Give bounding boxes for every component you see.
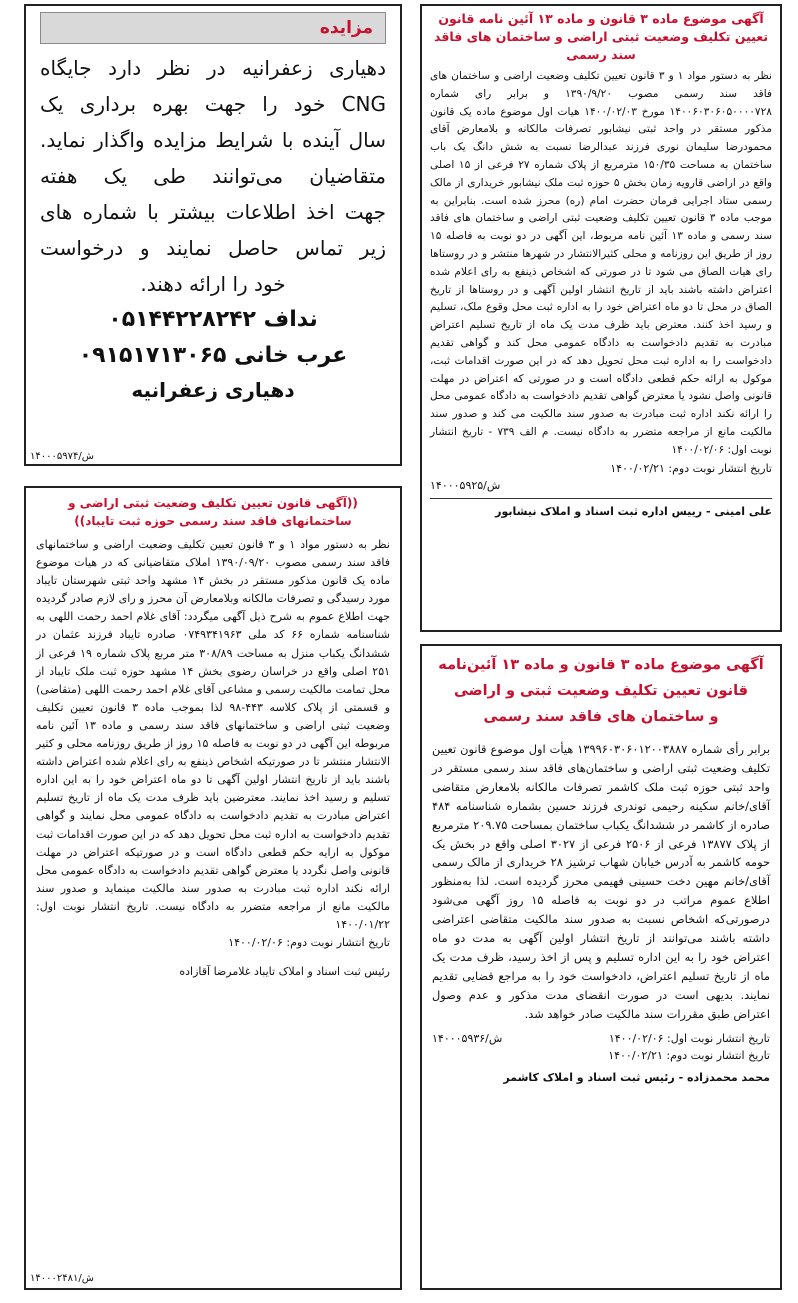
tayebad-body: نظر به دستور مواد ۱ و ۳ قانون تعیین تکلیف وضعیت اراضی و ساختمانهای فاقد سند رسمی مصوب ۱۳۹۰/۰۹/۲۰ املاک متقاضیانی که در هیات موضوع ماده یک قانون مذکور مستقر در بخش ۱۴ مشهد واحد ثبتی شهرستان تایباد مورد رسیدگی و تصرفات مالکانه وبلامعارض آن محرز و رای لازم صادر گردیده جهت اطلاع عموم به شرح ذیل آگهی میگردد: آقای غلام احمد رحمت اللهی به شناسنامه شماره ۶۶ کد ملی ۰۷۴۹۳۴۱۹۶۳ صادره تایباد فرزند عثمان در ششدانگ یکباب منزل به مساحت ۳۰۸/۸۹ متر مربع پلاک شماره ۱۹ فرعی از ۲۵۱ اصلی واقع در خراسان رضوی بخش ۱۴ مشهد حوزه ثبت ملک تایباد از محل تمامت مالکیت رسمی و مشاعی آقای غلام احمد رحمت اللهی (متقاضی) و قسمتی از پلاک کلاسه ۴۴۳-۹۸ لذا بموجب ماده ۳ قانون تعیین تکلیف وضعیت ثبتی اراضی و ساختمانهای فاقد سند رسمی و ماده ۱۳ آئین نامه مربوطه این آگهی در دو نوبت به فاصله ۱۵ روز از طریق روزنامه محلی و کثیر الانتشار منتشر تا در صورتیکه اشخاص ذینفع به رای اعلام شده اعتراض داشته باشند باید از تاریخ انتشار اولین آگهی تا دو ماه اعتراض خود را به این اداره تسلیم و رسید اخذ نمایند. معترضین باید ظرف مدت یک ماه از تاریخ تسلیم اعتراض مبادرت به تقدیم دادخواست به دادگاه عمومی محل نمایند و گواهی تقدیم دادخواست به اداره ثبت محل تحویل دهد که در این صورت اقدامات ثبت موکول به ارایه حکم قطعی دادگاه است و در صورتیکه اعتراض در مهلت قانونی واصل نگردد یا معترض گواهی تقدیم دادخواست به دادگاه عمومی محل ارائه نکند اداره ثبت مبادرت به صدور سند مالکیت مینماید و صدور سند مالکیت مانع از مراجعه متضرر به دادگاه نیست. تاریخ انتشار نوبت اول: ۱۴۰۰/۰۱/۲۲ [36,538,391,931]
auction-line: CNG خود را جهت بهره برداری یک [40,92,386,116]
auction-phone-1: نداف ۰۵۱۴۴۲۲۸۲۴۲ [108,307,318,332]
neyshabur-title: آگهی موضوع ماده ۳ قانون و ماده ۱۳ آئین نامه قانون تعیین تکلیف وضعیت ثبتی اراضی و ساختمان های فاقد سند رسمی [433,11,769,62]
auction-signature: دهیاری زعفرانیه [131,378,295,402]
neyshabur-signature: علی امینی - رییس اداره ثبت اسناد و املاک نیشابور [495,504,772,518]
auction-body [40,50,386,302]
neyshabur-code: ۱۴۰۰۰۵۹۲۵/ش [430,478,501,492]
kashmar-title [432,652,770,730]
auction-title-bar [40,12,386,44]
divider [430,498,772,499]
auction-line: دهیاری زعفرانیه در نظر دارد جایگاه [40,56,386,80]
tayebad-title: ((آگهی قانون تعیین تکلیف وضعیت ثبتی اراضی و ساختمانهای فاقد سند رسمی حوزه ثبت تایباد)) [68,496,358,528]
tayebad-code: ۱۴۰۰۰۲۴۸۱/ش [30,1273,94,1284]
kashmar-title-line: و ساختمان های فاقد سند رسمی [483,709,719,725]
auction-phone-2: عرب خانی ۰۹۱۵۱۷۱۳۰۶۵ [78,343,348,368]
kashmar-notice [420,644,782,1290]
kashmar-title-line: آگهی موضوع ماده ۳ قانون و ماده ۱۳ آئین‌نامه [438,657,764,673]
auction-code: ۱۴۰۰۰۵۹۷۴/ش [30,451,94,462]
kashmar-date-2: تاریخ انتشار نوبت دوم: ۱۴۰۰/۰۲/۲۱ [608,1048,770,1062]
kashmar-signature: محمد محمدزاده - رئیس ثبت اسناد و املاک کاشمر [503,1070,770,1084]
auction-title: مزایده [319,18,373,38]
tayebad-date-2: تاریخ انتشار نوبت دوم: ۱۴۰۰/۰۲/۰۶ [228,936,390,950]
kashmar-body: برابر رأی شماره ۱۳۹۹۶۰۳۰۶۰۱۲۰۰۳۸۸۷ هیأت اول موضوع قانون تعیین تکلیف وضعیت ثبتی اراضی و ساختمان‌های فاقد سند رسمی مستقر در واحد ثبتی حوزه ثبت ملک کاشمر تصرفات مالکانه بلامعارض متقاضی آقای/خانم سکینه رحیمی توندری فرزند حسین بشماره شناسنامه ۴۸۴ صادره از کاشمر در ششدانگ یکباب ساختمان بمساحت ۲۰۹.۷۵ مترمربع از پلاک ۱۳۸۷۷ فرعی از ۲۵۰۶ فرعی از ۳۰۲۷ اصلی واقع در بخش یک حومه کاشمر به آدرس خیابان شهاب ترشیز ۲۸ خریداری از مالک رسمی آقای/خانم مهین دخت حسینی فهیمی محرز گردیده است. لذا به‌منظور اطلاع عموم مراتب در دو نوبت به فاصله ۱۵ روز آگهی می‌شود درصورتی‌که اشخاص نسبت به صدور سند مالکیت متقاضی اعتراضی داشته باشند می‌توانند از تاریخ انتشار اولین آگهی به مدت دو ماه اعتراض خود را به این اداره تسلیم و پس از اخذ رسید، ظرف مدت یک ماه از تاریخ تسلیم اعتراض، دادخواست خود را به مراجع قضایی تقدیم نمایند. بدیهی است در صورت انقضای مدت مذکور و عدم وصول اعتراض طبق مقررات سند مالکیت صادر خواهد شد. [432,742,770,1021]
neyshabur-body: نظر به دستور مواد ۱ و ۳ قانون تعیین تکلیف وضعیت اراضی و ساختمان های فاقد سند رسمی مصوب ۱۳۹۰/۹/۲۰ و برابر رای شماره ۱۴۰۰۶۰۳۰۶۰۵۰۰۰۰۷۲۸ مورخ ۱۴۰۰/۰۲/۰۳ هیات اول موضوع ماده یک قانون مذکور مستقر در واحد ثبتی نیشابور تصرفات مالکانه و بلامعارض آقای محمودرضا سلیمان نوری فرزند عبدالرضا نسبت به شش دانگ یک باب ساختمان به مساحت ۱۵۰/۳۵ مترمربع از پلاک شماره ۲۷ فرعی از ۱۵ اصلی واقع در اراضی قارویه زمان بخش ۵ حوزه ثبت ملک نیشابور خریداری از مالک رسمی ستاد اجرایی فرمان حضرت امام (ره) محرز شده است. بنابراین به موجب ماده ۳ قانون تعیین تکلیف وضعیت ثبتی اراضی و ساختمان های فاقد سند رسمی و ماده ۱۳ آئین نامه مربوط، این آگهی در دو نوبت به فاصله ۱۵ روز از طریق این روزنامه و محلی کثیرالانتشار در شهرها منتشر و در روستاها رای هیات الصاق می شود تا در صورتی که اشخاص ذینفع به رای اعلام شده اعتراض داشته باشند باید از تاریخ انتشار اولین آگهی و در روستاها از تاریخ الصاق در محل تا دو ماه اعتراض خود را به اداره ثبت محل وقوع ملک، تسلیم و رسید اخذ کنند. معترض باید ظرف مدت یک ماه از تاریخ تسلیم اعتراض مبادرت به تقدیم دادخواست به دادگاه عمومی محل کند و گواهی تقدیم دادخواست را به اداره ثبت محل تحویل دهد که در این صورت اقدامات ثبت، موکول به ارائه حکم قطعی دادگاه است و در صورتی که اعتراض در مهلت قانونی واصل نشود یا معترض گواهی تقدیم دادخواست به دادگاه عمومی محل را ارائه نکند اداره ثبت مبادرت به صدور سند مالکیت می کند و صدور سند مالکیت مانع از مراجعه متضرر به دادگاه نیست. م الف ۷۳۹ - تاریخ انتشار نوبت اول: ۱۴۰۰/۰۲/۰۶ [430,70,773,456]
auction-line: سال آینده با شرایط مزایده واگذار نماید. [40,128,386,152]
neyshabur-notice [420,4,782,632]
kashmar-title-line: قانون تعیین تکلیف وضعیت ثبتی و اراضی [453,683,749,699]
auction-line: زیر تماس حاصل نمایند و درخواست [40,236,386,260]
tayebad-notice [24,486,402,1290]
auction-line: خود را ارائه دهند. [140,272,286,296]
neyshabur-date-2: تاریخ انتشار نوبت دوم: ۱۴۰۰/۰۲/۲۱ [610,461,772,475]
kashmar-date-1: تاریخ انتشار نوبت اول: ۱۴۰۰/۰۲/۰۶ [608,1031,770,1045]
kashmar-code: ۱۴۰۰۰۵۹۳۶/ش [432,1031,503,1045]
tayebad-signature: رئیس ثبت اسناد و املاک تایباد غلامرضا آقازاده [179,965,390,979]
auction-notice [24,4,402,466]
auction-line: متقاضیان می‌توانند طی یک هفته [40,164,386,188]
auction-line: جهت اخذ اطلاعات بیشتر با شماره های [40,200,386,224]
